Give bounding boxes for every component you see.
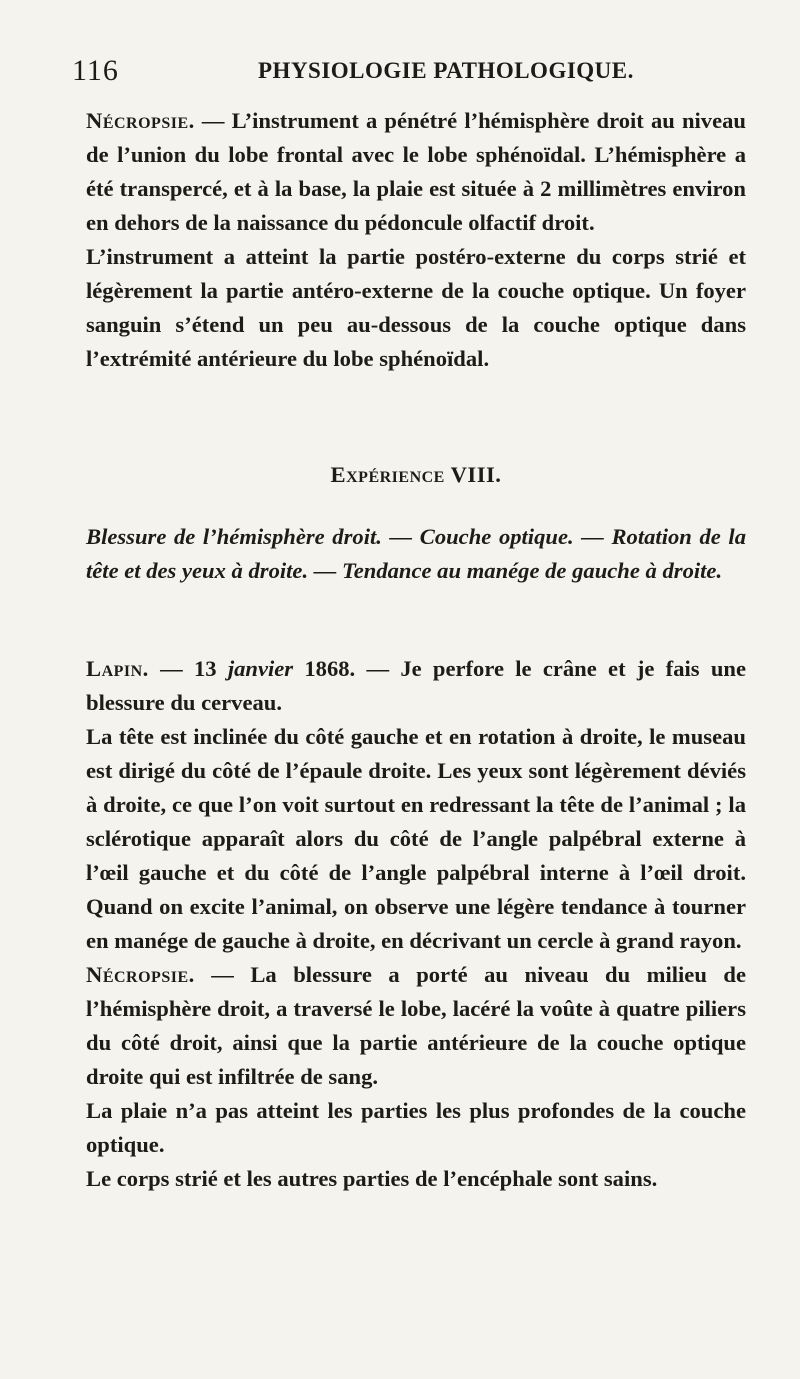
date-month: janvier <box>227 656 294 681</box>
paragraph <box>86 720 746 958</box>
paragraph-text: La tête est inclinée du côté gauche et en rotation à droite, le museau est dirigé du côté de l’épaule droite. Les yeux sont légèrement déviés à droite, ce que l’on voit surtout en redressant la tête de l’animal ; la sclérotique apparaît alors du côté de l’angle palpébral externe à l’œil gauche et du côté de l’angle palpébral interne à l’œil droit. Quand on excite l’animal, on observe une légère tendance à tourner en manége de gauche à droite, en décrivant un cercle à grand rayon. <box>86 724 746 953</box>
paragraph-text: — 13 <box>148 656 228 681</box>
paragraph <box>86 240 746 376</box>
paragraph <box>86 1094 746 1162</box>
page-number: 116 <box>72 54 119 87</box>
paragraph-lead: Lapin. <box>86 656 149 681</box>
paragraph <box>86 958 746 1094</box>
paragraph-text: — L’instrument a pénétré l’hémisphère droit au niveau de l’union du lobe frontal avec le lobe sphénoïdal. L’hémisphère a été transpercé, et à la base, la plaie est située à 2 millimètres environ en dehors de la naissance du pédoncule olfactif droit. <box>86 108 746 235</box>
paragraph-lead: Nécropsie. <box>86 108 195 133</box>
paragraph-text: Le corps strié et les autres parties de l’encéphale sont sains. <box>86 1166 658 1191</box>
paragraph <box>86 652 746 720</box>
paragraph <box>86 1162 746 1196</box>
paragraph-lead: Nécropsie. <box>86 962 195 987</box>
paragraph-text: L’instrument a atteint la partie postéro-externe du corps strié et légèrement la partie antéro-externe de la couche optique. Un foyer sanguin s’étend un peu au-dessous de la couche optique dans l’extrémité antérieure du lobe sphénoïdal. <box>86 244 746 371</box>
experiment-heading: Expérience VIII. <box>330 462 502 487</box>
paragraph-text: — La blessure a porté au niveau du milieu de l’hémisphère droit, a traversé le lobe, lacéré la voûte à quatre piliers du côté droit, ainsi que la partie antérieure de la couche optique droite qui est infiltrée de sang. <box>86 962 746 1089</box>
paragraph-text: 1868. — Je perfore le crâne et je fais une blessure du cerveau. <box>86 656 746 715</box>
paragraph <box>86 104 746 240</box>
experiment-summary: Blessure de l’hémisphère droit. — Couche optique. — Rotation de la tête et des yeux à droite. — Tendance au manége de gauche à droite. <box>86 524 746 583</box>
running-head <box>72 54 744 94</box>
paragraph-text: La plaie n’a pas atteint les parties les plus profondes de la couche optique. <box>86 1098 746 1157</box>
experiment-body <box>86 652 746 1196</box>
running-title: PHYSIOLOGIE PATHOLOGIQUE. <box>258 58 634 83</box>
necropsy-section <box>86 104 746 376</box>
